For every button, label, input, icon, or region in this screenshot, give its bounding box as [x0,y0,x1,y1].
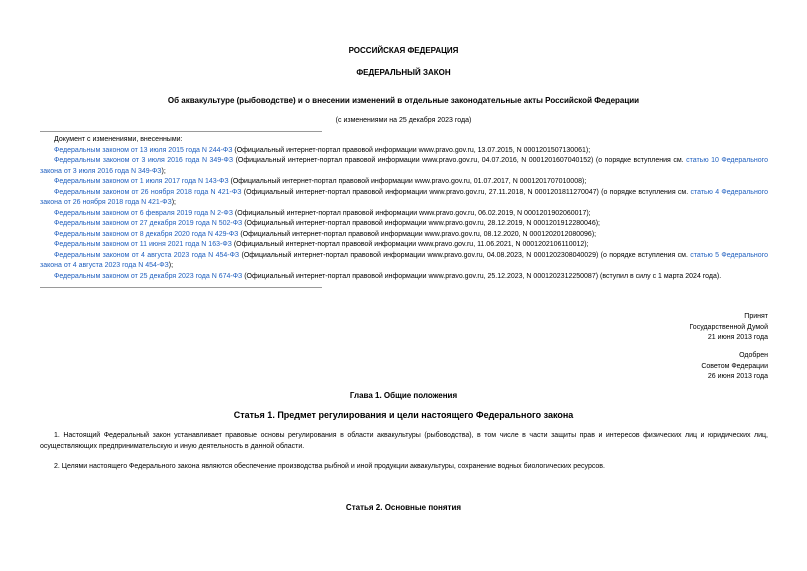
article-2-heading: Статья 2. Основные понятия [345,503,462,512]
amendment-source-text: (Официальный интернет-портал правовой информации www.pravo.gov.ru, 04.08.2023, N 0001202308040029) (о порядке вступления см. [239,251,691,259]
amendment-law-link[interactable]: Федеральным законом от 26 ноября 2018 года N 421-ФЗ [54,188,242,196]
amendments-list [40,135,768,282]
amendment-item [40,251,768,272]
amendment-item [40,209,768,220]
revision-note: (с изменениями на 25 декабря 2023 года) [335,117,472,124]
duma-adoption [689,312,768,344]
article-1-heading: Статья 1. Предмет регулирования и цели настоящего Федерального закона [233,410,574,420]
amendment-closing-text: ); [161,167,166,175]
amendment-law-link[interactable]: Федеральным законом от 6 февраля 2019 года N 2-ФЗ [54,209,233,217]
amendment-source-text: (Официальный интернет-портал правовой информации www.pravo.gov.ru, 06.02.2019, N 0001201902060017); [232,209,591,217]
amendment-item [40,156,768,177]
amendment-item [40,177,768,188]
amendment-source-text: (Официальный интернет-портал правовой информации www.pravo.gov.ru, 25.12.2023, N 0001202312250087) (вступил в силу с 1 марта 2024 года). [242,272,722,280]
document-title: Об аквакультуре (рыбоводстве) и о внесении изменений в отдельные законодательные акты Российской Федерации [167,96,640,105]
doc-type-heading: ФЕДЕРАЛЬНЫЙ ЗАКОН [356,68,451,77]
council-approval [701,351,768,383]
country-heading: РОССИЙСКАЯ ФЕДЕРАЦИЯ [348,46,459,55]
amendment-source-text: (Официальный интернет-портал правовой информации www.pravo.gov.ru, 11.06.2021, N 0001202106110012); [231,241,589,248]
article-1-paragraph-1: 1. Настоящий Федеральный закон устанавливает правовые основы регулирования в области аквакультуры (рыбоводства), в том числе в части защиты прав и интересов физических лиц и юридических лиц, осуществляющих предпринимательскую и иную деятельность в данной области. [40,432,768,450]
amendment-law-link[interactable]: Федеральным законом от 11 июня 2021 года N 163-ФЗ [54,241,232,248]
amendment-source-text: (Официальный интернет-портал правовой информации www.pravo.gov.ru, 13.07.2015, N 0001201507130061); [232,146,591,154]
amendment-source-text: (Официальный интернет-портал правовой информации www.pravo.gov.ru, 04.07.2016, N 0001201607040152) (о порядке вступления см. [233,157,687,164]
amendment-source-text: (Официальный интернет-портал правовой информации www.pravo.gov.ru, 01.07.2017, N 0001201707010008); [228,178,587,185]
amendment-article-link[interactable]: статью 4 Федерального закона от 26 ноября 2018 года N 421-ФЗ [40,188,768,206]
top-divider [40,131,322,132]
bottom-divider [40,287,322,288]
amendment-law-link[interactable]: Федеральным законом от 1 июля 2017 года N 143-ФЗ [54,178,229,185]
amendment-closing-text: ); [171,199,176,206]
duma-line-3: 21 июня 2013 года [707,334,768,341]
amendment-law-link[interactable]: Федеральным законом от 4 августа 2023 года N 454-ФЗ [54,251,240,259]
amendments-heading: Документ с изменениями, внесенными: [54,136,183,143]
amendment-law-link[interactable]: Федеральным законом от 25 декабря 2023 года N 674-ФЗ [54,272,243,280]
amendment-law-link[interactable]: Федеральным законом от 27 декабря 2019 года N 502-ФЗ [54,220,243,227]
chapter-heading: Глава 1. Общие положения [349,391,458,400]
amendment-source-text: (Официальный интернет-портал правовой информации www.pravo.gov.ru, 28.12.2019, N 0001201912280046); [242,220,600,227]
amendment-article-link[interactable]: статью 5 Федерального закона от 4 августа 2023 года N 454-ФЗ [40,251,768,269]
amendment-article-link[interactable]: статью 10 Федерального закона от 3 июля 2016 года N 349-ФЗ [40,157,768,175]
amendment-source-text: (Официальный интернет-портал правовой информации www.pravo.gov.ru, 08.12.2020, N 0001202012080096); [238,230,597,238]
duma-line-1: Принят [744,313,768,320]
duma-line-2: Государственной Думой [689,323,768,331]
council-line-3: 26 июня 2013 года [707,373,768,380]
amendment-item [40,146,768,157]
council-line-1: Одобрен [739,352,768,359]
amendment-item [40,230,768,241]
amendment-item [40,188,768,209]
amendment-item [40,272,768,283]
amendment-law-link[interactable]: Федеральным законом от 3 июля 2016 года N 349-ФЗ [54,157,234,164]
article-1-paragraph-2: 2. Целями настоящего Федерального закона являются обеспечение производства рыбной и иной продукции аквакультуры, сохранение водных биологических ресурсов. [54,463,605,470]
amendment-closing-text: ); [168,262,174,269]
amendment-law-link[interactable]: Федеральным законом от 8 декабря 2020 года N 429-ФЗ [54,230,239,238]
council-line-2: Советом Федерации [701,362,768,370]
amendment-source-text: (Официальный интернет-портал правовой информации www.pravo.gov.ru, 27.11.2018, N 0001201811270047) (о порядке вступления см. [241,188,691,196]
amendment-item [40,240,768,251]
amendment-item [40,219,768,230]
amendment-law-link[interactable]: Федеральным законом от 13 июля 2015 года N 244-ФЗ [54,146,233,154]
